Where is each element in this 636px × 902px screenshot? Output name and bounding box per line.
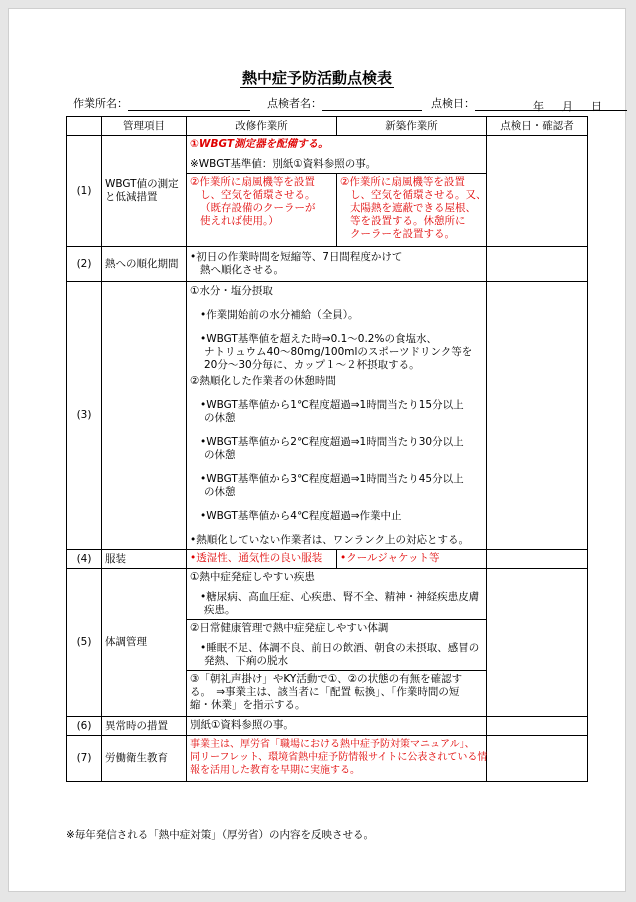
content-cell: 事業主は、厚労省「職場における熱中症予防対策マニュアル」、 同リーフレット、環境省熱中症予防情報サイトに公表されている情 報を活用した教育を早期に実施する。 <box>187 736 487 782</box>
header-kaishu: 改修作業所 <box>187 117 337 136</box>
kaishu-cell: •透湿性、通気性の良い服装 <box>187 550 337 569</box>
workplace-blank[interactable] <box>128 98 250 111</box>
check-cell[interactable] <box>487 736 588 782</box>
inspector-field <box>267 95 422 111</box>
workplace-field <box>73 95 250 111</box>
row-item: 服装 <box>102 550 187 569</box>
row-item <box>102 282 187 550</box>
content-cell: ③「朝礼声掛け」やKY活動で①、②の状態の有無を確認す る。 ⇒事業主は、該当者に「配置 転換」、「作業時間の短 縮・休業」を指示する。 <box>187 671 487 717</box>
table-header-row <box>67 117 588 136</box>
row-item: WBGT値の測定 と低減措置 <box>102 136 187 247</box>
row-number: (7) <box>67 736 102 782</box>
content-cell: ②日常健康管理で熱中症発症しやすい体調 •睡眠不足、体調不良、前日の飲酒、朝食の未摂取、感冒の 発熱、下痢の脱水 <box>187 620 487 671</box>
common-line-2: ※WBGT基準値：別紙①資料参照の事。 <box>187 153 487 174</box>
row-item: 異常時の措置 <box>102 717 187 736</box>
row-number: (5) <box>67 569 102 717</box>
document-page <box>8 8 626 892</box>
row-number: (1) <box>67 136 102 247</box>
check-cell[interactable] <box>487 136 588 247</box>
inspection-table <box>66 116 588 782</box>
row-number: (6) <box>67 717 102 736</box>
header-shinchiku: 新築作業所 <box>337 117 487 136</box>
table-row <box>67 550 588 569</box>
common-line-1: ①WBGT測定器を配備する。 <box>187 136 487 154</box>
check-cell[interactable] <box>487 247 588 282</box>
check-cell[interactable] <box>487 550 588 569</box>
content-cell: ①熱中症発症しやすい疾患 •糖尿病、高血圧症、心疾患、腎不全、精神・神経疾患皮膚 疾患。 <box>187 569 487 620</box>
row-item: 体調管理 <box>102 569 187 717</box>
date-blank[interactable]: 年 月 日 <box>475 98 627 111</box>
header-check: 点検日・確認者 <box>487 117 588 136</box>
row-number: (4) <box>67 550 102 569</box>
table-row <box>67 717 588 736</box>
shinchiku-cell: •クールジャケット等 <box>337 550 487 569</box>
row-number: (2) <box>67 247 102 282</box>
date-field <box>431 95 627 111</box>
content-cell: •初日の作業時間を短縮等、7日間程度かけて 熱へ順化させる。 <box>187 247 487 282</box>
kaishu-cell: ②作業所に扇風機等を設置 し、空気を循環させる。 （既存設備のクーラーが 使えれば使用。） <box>187 174 337 247</box>
header-item: 管理項目 <box>102 117 187 136</box>
table-row <box>67 736 588 782</box>
check-cell[interactable] <box>487 717 588 736</box>
row-item: 熱への順化期間 <box>102 247 187 282</box>
date-label: 点検日： <box>431 97 475 110</box>
document-title: 熱中症予防活動点検表 <box>241 69 392 87</box>
check-cell[interactable] <box>487 282 588 550</box>
table-row <box>67 247 588 282</box>
content-cell: 別紙①資料参照の事。 <box>187 717 487 736</box>
table-row <box>67 136 588 154</box>
check-cell[interactable] <box>487 569 588 717</box>
content-cell: ①水分・塩分摂取 •作業開始前の水分補給（全員）。 •WBGT基準値を超えた時⇒0.1～0.2%の食塩水、 ナトリュウム40～80mg/100mlのスポーツドリンク等を 20分～30分毎に、カップ１～２杯摂取する。 ②熱順化した作業者の休憩時間 •WBGT基準値から1℃程度超過⇒1時間当たり15分以上 の休憩 •WBGT基準値から2℃程度超過⇒1時間当たり30分以上 の休憩 •WBGT基準値から3℃程度超過⇒1時間当たり45分以上 の休憩 •WBGT基準値から4℃程度超過⇒作業中止 •熱順化していない作業者は、ワンランク上の対応とする。 <box>187 282 487 550</box>
row-item: 労働衛生教育 <box>102 736 187 782</box>
table-row <box>67 282 588 550</box>
footnote: ※毎年発信される「熱中症対策」（厚労省）の内容を反映させる。 <box>66 829 375 841</box>
header-num-cell <box>67 117 102 136</box>
inspector-blank[interactable] <box>322 98 422 111</box>
table-row <box>67 569 588 620</box>
inspector-label: 点検者名： <box>267 97 322 110</box>
shinchiku-cell: ②作業所に扇風機等を設置 し、空気を循環させる。又、 太陽熱を遮蔽できる屋根、 等を設置する。休憩所に クーラーを設置する。 <box>337 174 487 247</box>
row-number: (3) <box>67 282 102 550</box>
workplace-label: 作業所名： <box>73 97 128 110</box>
